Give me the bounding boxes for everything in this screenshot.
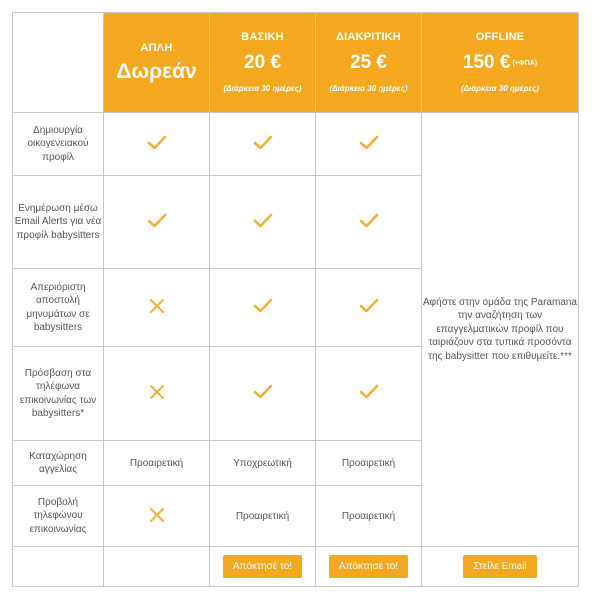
plan-price: Δωρεάν — [116, 59, 197, 83]
check-icon — [359, 384, 379, 403]
plan-vat-note: (+ΦΠΑ) — [512, 60, 538, 67]
plan-header-basic — [210, 13, 316, 113]
buy-basic-button[interactable]: Απόκτησέ το! — [223, 555, 302, 578]
plan-duration: (Διάρκεια 30 ημέρες) — [460, 84, 540, 93]
cross-icon — [149, 384, 165, 403]
plan-header-free — [104, 13, 210, 113]
feature-label: Δημιουργία οικογενειακού προφίλ — [13, 113, 104, 176]
plan-price-value: 150 € — [462, 52, 511, 73]
check-icon — [147, 213, 167, 232]
feature-value-text: Προαιρετική — [235, 510, 290, 522]
feature-cell — [104, 269, 210, 347]
feature-cell — [316, 347, 422, 441]
feature-label: Απεριόριστη αποστολή μηνυμάτων σε babysitters — [13, 269, 104, 347]
feature-value-text: Προαιρετική — [129, 457, 184, 469]
feature-cell — [104, 176, 210, 269]
feature-cell — [316, 486, 422, 547]
feature-cell — [316, 113, 422, 176]
feature-cell — [316, 441, 422, 486]
email-cell — [422, 547, 579, 587]
plan-name: ΑΠΛΗ — [140, 41, 173, 54]
pricing-table — [12, 12, 579, 587]
check-icon — [253, 298, 273, 317]
feature-value-text: Προαιρετική — [341, 510, 396, 522]
feature-label: Πρόσβαση στα τηλέφωνα επικοινωνίας των babysitters* — [13, 347, 104, 441]
feature-label: Προβολή τηλεφώνου επικοινωνίας — [13, 486, 104, 547]
feature-cell — [210, 486, 316, 547]
plan-name: ΔΙΑΚΡΙΤΙΚΗ — [336, 31, 401, 43]
feature-cell — [210, 441, 316, 486]
buy-cell — [210, 547, 316, 587]
feature-label: Ενημέρωση μέσω Email Alerts για νέα προφίλ babysitters — [13, 176, 104, 269]
feature-cell — [104, 441, 210, 486]
feature-value-text: Προαιρετική — [341, 457, 396, 469]
plan-duration: (Διάρκεια 30 ημέρες) — [329, 84, 408, 93]
check-icon — [253, 135, 273, 154]
plan-header-offline — [422, 13, 579, 113]
plan-header-row — [13, 13, 579, 113]
check-icon — [253, 384, 273, 403]
buy-cell — [316, 547, 422, 587]
plan-price: 25 € — [350, 52, 387, 73]
plan-price: 20 € — [244, 52, 281, 73]
feature-cell — [210, 347, 316, 441]
plan-name: OFFLINE — [475, 31, 525, 43]
plan-header-premium — [316, 13, 422, 113]
empty-cell — [104, 547, 210, 587]
offline-description: Αφήστε στην ομάδα της Paramana την αναζήτηση των επαγγελματικών προφίλ που ταιριάζουν στα τυπικά προσόντα της babysitter που επιθυμείτε.*** — [422, 113, 579, 547]
plan-price — [422, 52, 578, 74]
plan-duration: (Διάρκεια 30 ημέρες) — [223, 84, 302, 93]
feature-cell — [104, 486, 210, 547]
buy-premium-button[interactable]: Απόκτησέ το! — [329, 555, 408, 578]
empty-corner-cell — [13, 13, 104, 113]
feature-value-text: Υποχρεωτική — [233, 457, 292, 469]
check-icon — [359, 298, 379, 317]
button-row — [13, 547, 579, 587]
check-icon — [147, 135, 167, 154]
empty-cell — [13, 547, 104, 587]
cross-icon — [149, 507, 165, 526]
cross-icon — [149, 298, 165, 317]
check-icon — [359, 135, 379, 154]
feature-cell — [316, 269, 422, 347]
feature-cell — [104, 347, 210, 441]
check-icon — [359, 213, 379, 232]
feature-row — [13, 113, 579, 176]
feature-cell — [210, 269, 316, 347]
send-email-button[interactable]: Στείλε Email — [463, 555, 537, 578]
plan-name: ΒΑΣΙΚΗ — [241, 31, 284, 43]
check-icon — [253, 213, 273, 232]
feature-cell — [210, 176, 316, 269]
feature-label: Καταχώρηση αγγελίας — [13, 441, 104, 486]
feature-cell — [104, 113, 210, 176]
feature-cell — [210, 113, 316, 176]
feature-cell — [316, 176, 422, 269]
